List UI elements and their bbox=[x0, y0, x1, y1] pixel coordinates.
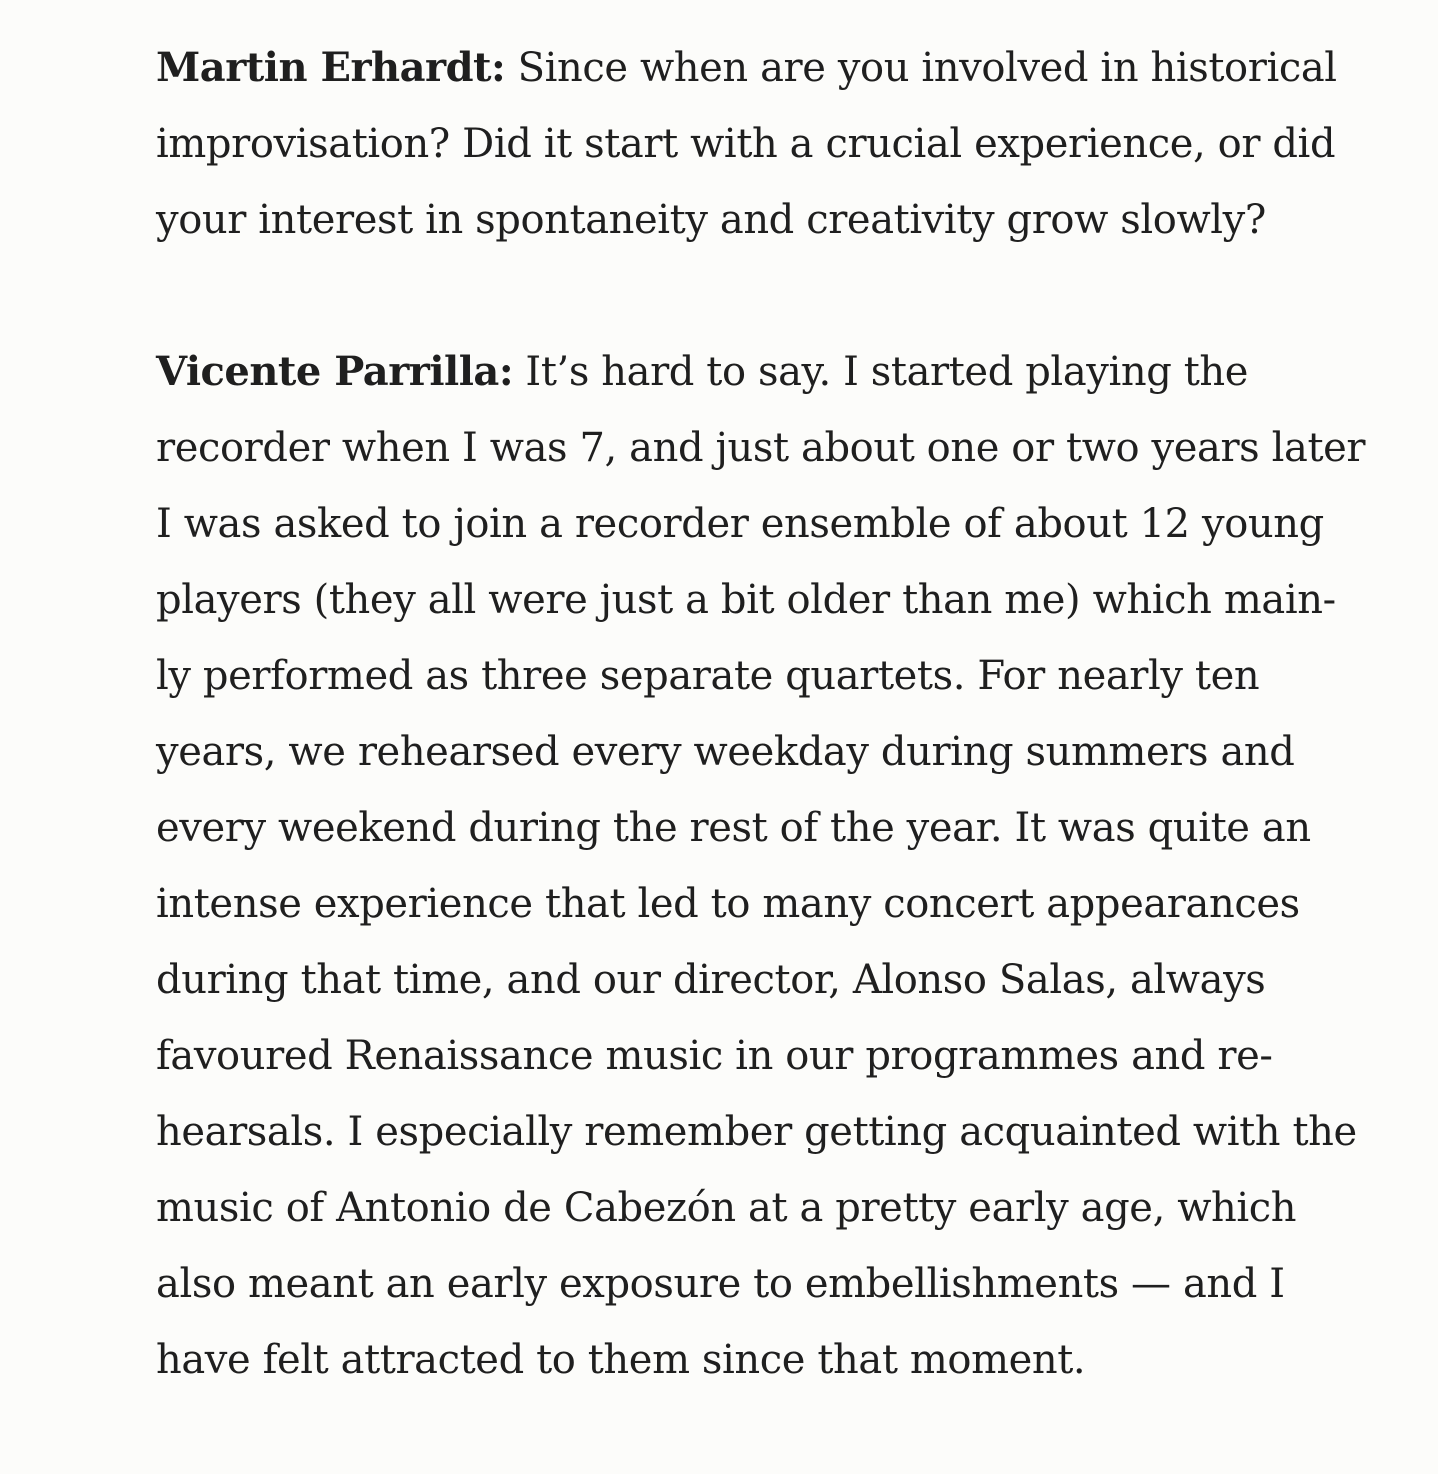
speaker-name: Vicente Parrilla: bbox=[156, 348, 514, 395]
text-line: players (they all were just a bit older than me) which main- bbox=[156, 577, 1336, 623]
text-line bbox=[156, 30, 1346, 106]
text-line: hearsals. I especially remember getting acquainted with the bbox=[156, 1109, 1357, 1155]
speaker-name: Martin Erhardt: bbox=[156, 44, 506, 91]
text-line: years, we rehearsed every weekday during summers and bbox=[156, 729, 1295, 775]
text-line-content: It’s hard to say. I started playing the bbox=[513, 349, 1249, 395]
text-line bbox=[156, 334, 1346, 410]
text-line-content: Since when are you involved in historical bbox=[505, 45, 1337, 91]
text-line: recorder when I was 7, and just about one or two years later bbox=[156, 425, 1366, 471]
text-line: improvisation? Did it start with a crucial experience, or did bbox=[156, 121, 1336, 167]
text-line: have felt attracted to them since that moment. bbox=[156, 1337, 1086, 1383]
text-line: your interest in spontaneity and creativity grow slowly? bbox=[156, 197, 1266, 243]
text-line: intense experience that led to many concert appearances bbox=[156, 881, 1300, 927]
text-line: favoured Renaissance music in our programmes and re- bbox=[156, 1033, 1273, 1079]
question-paragraph bbox=[156, 30, 1346, 258]
text-line: during that time, and our director, Alonso Salas, always bbox=[156, 957, 1266, 1003]
text-line: also meant an early exposure to embellishments — and I bbox=[156, 1261, 1285, 1307]
text-line: I was asked to join a recorder ensemble of about 12 young bbox=[156, 501, 1324, 547]
text-line: every weekend during the rest of the year. It was quite an bbox=[156, 805, 1311, 851]
interview-article bbox=[156, 30, 1366, 1474]
answer-paragraph bbox=[156, 334, 1366, 1398]
text-line: music of Antonio de Cabezón at a pretty early age, which bbox=[156, 1185, 1297, 1231]
text-line: ly performed as three separate quartets. For nearly ten bbox=[156, 653, 1260, 699]
